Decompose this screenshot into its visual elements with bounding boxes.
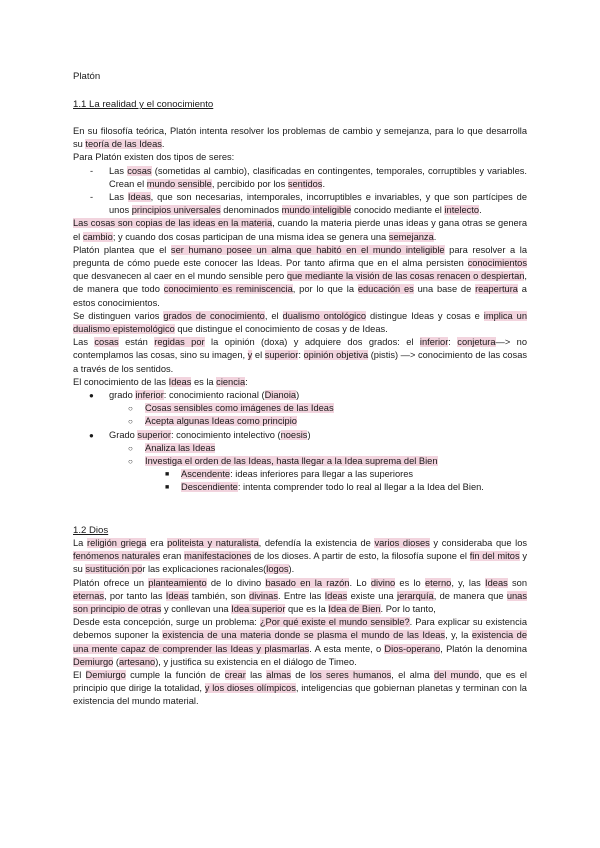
text-span: grados de conocimiento: [163, 310, 265, 321]
text-span: Grado: [109, 429, 138, 440]
text-span: Demiurgo: [85, 670, 126, 681]
section-heading: 1.2 Dios: [73, 525, 109, 536]
text-span: Analiza las Ideas: [145, 442, 216, 453]
text-span: noesis: [280, 429, 308, 440]
text-span: ser humano posee un alma que habitó en el mundo inteligible: [170, 244, 445, 255]
text-span: es lo: [395, 577, 425, 588]
text-span: los seres humanos: [309, 670, 392, 681]
text-span: fenómenos naturales: [73, 551, 160, 562]
text-span: eternas: [73, 590, 105, 601]
text-span: cosas: [127, 165, 152, 176]
text-span: Idea de Bien: [328, 604, 381, 615]
text-span: opinión objetiva: [303, 350, 369, 361]
text-span: politeista y naturalista: [167, 538, 259, 548]
dash-marker: -: [90, 192, 94, 203]
paragraph: [73, 669, 527, 709]
text-span: ; y cuando dos cosas participan de una misma idea se genera una: [112, 231, 389, 242]
text-span: existe una: [347, 590, 398, 601]
text-span: conocimiento es reminiscencia: [163, 284, 293, 295]
text-span: intelecto: [444, 205, 480, 216]
text-span: existencia de una materia donde se plasma el mundo de las Ideas: [162, 630, 446, 641]
text-span: las: [245, 670, 267, 681]
list-item: [73, 481, 527, 494]
text-span: regidas por: [154, 337, 205, 348]
text-span: , y, las: [451, 577, 486, 588]
text-span: Dios-operano: [384, 643, 441, 654]
text-span: es la: [191, 376, 217, 387]
text-span: sustitución po: [85, 564, 143, 575]
text-span: para resolver a la pregunta de cómo puede este conocer las Ideas. Por tanto afirma que en el alma persisten: [73, 244, 527, 269]
list-item: [73, 415, 527, 428]
bullet-disc-icon: ●: [89, 430, 94, 440]
text-span: . Para explicar su existencia debemos suponer la: [73, 617, 527, 641]
text-span: El conocimiento de las: [73, 376, 169, 387]
text-span: jerarquía: [397, 590, 434, 601]
text-span: de los dioses. A partir de esto, la filosofía supone el: [251, 551, 470, 562]
paragraph: [73, 577, 527, 617]
text-span: Las: [73, 337, 95, 348]
text-span: divino: [370, 577, 396, 588]
text-span: (pistis) —> conocimiento de las cosas a través de los sentidos.: [73, 350, 528, 374]
text-span: . Entre las: [278, 590, 325, 601]
text-span: logos: [266, 564, 289, 575]
text-span: Idea superior: [231, 604, 286, 615]
text-span: Las cosas son copias de las ideas en la materia: [73, 218, 273, 229]
text-span: Cosas sensibles como imágenes de las Ideas: [145, 403, 334, 414]
list-item: [73, 468, 527, 481]
paragraph: [73, 336, 527, 376]
text-span: y conllevan una: [161, 604, 232, 615]
list-item: [73, 455, 527, 468]
text-span: conocido mediante el: [351, 205, 445, 216]
text-span: Ideas: [168, 376, 192, 387]
paragraph: [73, 244, 527, 310]
text-span: también, son: [188, 590, 250, 601]
text-span: son: [507, 577, 528, 588]
text-span: y consideraba que los: [429, 538, 528, 548]
text-span: inferior: [135, 390, 164, 401]
list-item: [73, 429, 527, 442]
text-span: Dianoia: [264, 390, 297, 401]
text-span: del mundo: [434, 670, 480, 681]
text-span: que mediante la visión de las cosas renacen o despiertan: [286, 271, 525, 282]
text-span: a estos conocimientos.: [73, 284, 527, 308]
text-span: , de manera que: [433, 590, 507, 601]
text-span: , por tanto las: [104, 590, 166, 601]
paragraph: [73, 125, 527, 151]
text-span: Ideas: [324, 590, 348, 601]
text-span: que distingue el conocimiento de cosas y de Ideas.: [174, 324, 388, 335]
text-span: que es la: [285, 604, 329, 615]
paragraph: [73, 537, 527, 577]
text-span: ), y justifica su existencia en el diálogo de Timeo.: [155, 656, 357, 667]
text-span: , y, la: [445, 630, 472, 641]
text-span: En su filosofía teórica, Platón intenta resolver los problemas de cambio y semejanza, para lo que desarrolla su: [73, 126, 527, 150]
text-span: Las: [109, 192, 128, 203]
list-item: [73, 191, 527, 217]
text-span: denominados: [220, 205, 282, 216]
text-span: cambio: [82, 231, 113, 242]
text-span: basado en la razón: [265, 577, 350, 588]
section-2-body: [73, 537, 527, 709]
bullet-circle-icon: ○: [128, 417, 133, 427]
text-span: , el alma: [391, 670, 434, 681]
text-span: cosas: [94, 337, 119, 348]
text-span: .: [161, 139, 165, 150]
text-span: reapertura: [475, 284, 518, 295]
text-span: : conocimiento intelectivo (: [171, 429, 281, 440]
text-span: superior: [264, 350, 299, 361]
text-span: Platón plantea que el: [73, 244, 171, 255]
text-span: Acepta algunas Ideas como principio: [145, 416, 297, 427]
text-span: sentidos: [287, 178, 323, 189]
text-span: : intenta comprender todo lo real al llegar a la Idea del Bien.: [237, 482, 484, 493]
paragraph: [73, 217, 527, 243]
text-span: Ideas: [127, 192, 151, 203]
text-span: una base de: [413, 284, 476, 295]
list-item: [73, 402, 527, 415]
text-span: , por lo que la: [292, 284, 358, 295]
text-span: eran: [159, 551, 185, 562]
text-span: implica un dualismo epistemológico: [73, 310, 527, 335]
text-span: : conocimiento racional (: [163, 390, 265, 401]
list-item: [73, 389, 527, 402]
text-span: :: [448, 337, 458, 348]
bullet-square-icon: ■: [165, 484, 170, 492]
text-span: Descendiente: [181, 482, 238, 493]
text-span: .: [433, 231, 437, 242]
text-span: conjetura: [457, 337, 496, 348]
text-span: están: [118, 337, 155, 348]
text-span: inferior: [419, 337, 449, 348]
text-span: Ideas: [485, 577, 508, 588]
text-span: (: [113, 656, 119, 667]
text-span: Ascendente: [181, 469, 231, 480]
text-span: mundo inteligible: [281, 205, 352, 216]
list-item: [73, 165, 527, 191]
text-span: Ideas: [165, 590, 189, 601]
text-span: ¿Por qué existe el mundo sensible?: [259, 617, 410, 628]
text-span: : ideas inferiores para llegar a las superiores: [230, 469, 414, 480]
text-span: grado: [109, 390, 136, 401]
text-span: principios universales: [131, 205, 221, 216]
text-span: Se distinguen varios: [73, 310, 164, 321]
text-span: dualismo ontológico: [282, 310, 367, 321]
text-span: , inteligencias que gobiernan planetas y terminan con la existencia del mundo material.: [73, 683, 527, 707]
text-span: , cuando la materia pierde unas ideas y gana otras se genera el: [73, 218, 527, 242]
text-span: superior: [137, 429, 172, 440]
text-span: divinas: [249, 590, 278, 601]
text-span: .: [322, 178, 326, 189]
text-span: cumple la función de: [125, 670, 225, 681]
text-span: ): [296, 390, 300, 401]
text-span: r las explicaciones racionales(: [142, 564, 267, 575]
section-1-heading: [73, 98, 527, 111]
text-span: el: [252, 350, 265, 361]
text-span: crear: [224, 670, 246, 681]
text-span: varios dioses: [374, 538, 430, 548]
paragraph: Para Platón existen dos tipos de seres:: [73, 152, 235, 163]
text-span: , de manera que todo: [73, 271, 527, 295]
text-span: ).: [288, 564, 295, 575]
text-span: . Por lo tanto,: [380, 604, 436, 615]
text-span: :: [245, 376, 248, 387]
text-span: semejanza: [388, 231, 434, 242]
bullet-circle-icon: ○: [128, 457, 133, 467]
list-item: [73, 442, 527, 455]
text-span: religión griega: [86, 538, 147, 548]
text-span: , defendía la existencia de: [258, 538, 375, 548]
text-span: La: [73, 538, 87, 548]
section-2-heading: [73, 524, 527, 537]
text-span: . A esta mente, o: [309, 643, 385, 654]
text-span: teoría de las Ideas: [85, 139, 162, 150]
text-span: . Lo: [349, 577, 371, 588]
text-span: , que son necesarias, intemporales, incorruptibles e invariables, y que son partícipes de unos: [109, 192, 528, 216]
document-title: Platón: [73, 71, 101, 82]
text-span: educación es: [357, 284, 414, 295]
paragraph: [73, 616, 527, 669]
text-span: artesano: [119, 656, 156, 667]
text-span: de: [291, 670, 310, 681]
text-span: El: [73, 670, 86, 681]
text-span: , percibido por los: [211, 178, 288, 189]
text-span: planteamiento: [148, 577, 207, 588]
text-span: unas son principio de otras: [73, 590, 528, 615]
text-span: la opinión (doxa) y adquiere dos grados: el: [204, 337, 420, 348]
text-span: fin del mitos: [469, 551, 520, 562]
bullet-circle-icon: ○: [128, 404, 133, 414]
text-span: ciencia: [216, 376, 246, 387]
text-span: Platón ofrece un: [73, 577, 149, 588]
bullet-disc-icon: ●: [89, 391, 94, 401]
text-span: , el: [264, 310, 283, 321]
text-span: manifestaciones: [184, 551, 252, 562]
text-span: y: [247, 350, 253, 361]
text-span: (sometidas al cambio), clasificadas en contingentes, temporales, corruptibles y variables. Crean el: [109, 165, 527, 189]
section-1-body: [73, 125, 527, 495]
text-span: .: [479, 205, 482, 216]
text-span: —> no contemplamos las cosas, sino su imagen,: [73, 337, 528, 361]
text-span: , Platón la denomina: [440, 643, 527, 654]
text-span: mundo sensible: [146, 178, 212, 189]
text-span: y los dioses olímpicos: [204, 683, 296, 694]
text-span: Investiga el orden de las Ideas, hasta llegar a la Idea suprema del Bien: [145, 456, 438, 467]
section-heading: 1.1 La realidad y el conocimiento: [73, 99, 214, 110]
text-span: Las: [109, 165, 128, 176]
text-span: distingue Ideas y cosas e: [366, 310, 484, 321]
text-span: , que es el principio que dirige la totalidad,: [73, 670, 528, 694]
paragraph: [73, 310, 527, 336]
text-span: era: [146, 538, 168, 548]
text-span: que desvanecen al caer en el mundo sensible pero: [73, 271, 287, 282]
text-span: :: [298, 350, 304, 361]
text-span: y su: [73, 551, 527, 575]
text-span: de lo divino: [206, 577, 266, 588]
text-span: Desde esta concepción, surge un problema:: [73, 617, 260, 628]
paragraph: [73, 376, 527, 389]
bullet-square-icon: ■: [165, 471, 170, 479]
text-span: conocimientos: [467, 258, 527, 269]
text-span: ): [307, 429, 311, 440]
text-span: existencia de una mente capaz de comprender las Ideas y plasmarlas: [73, 630, 528, 654]
text-span: eterno: [424, 577, 452, 588]
bullet-circle-icon: ○: [128, 443, 133, 453]
dash-marker: -: [90, 165, 94, 176]
text-span: Demiurgo: [73, 656, 114, 667]
text-span: almas: [266, 670, 292, 681]
